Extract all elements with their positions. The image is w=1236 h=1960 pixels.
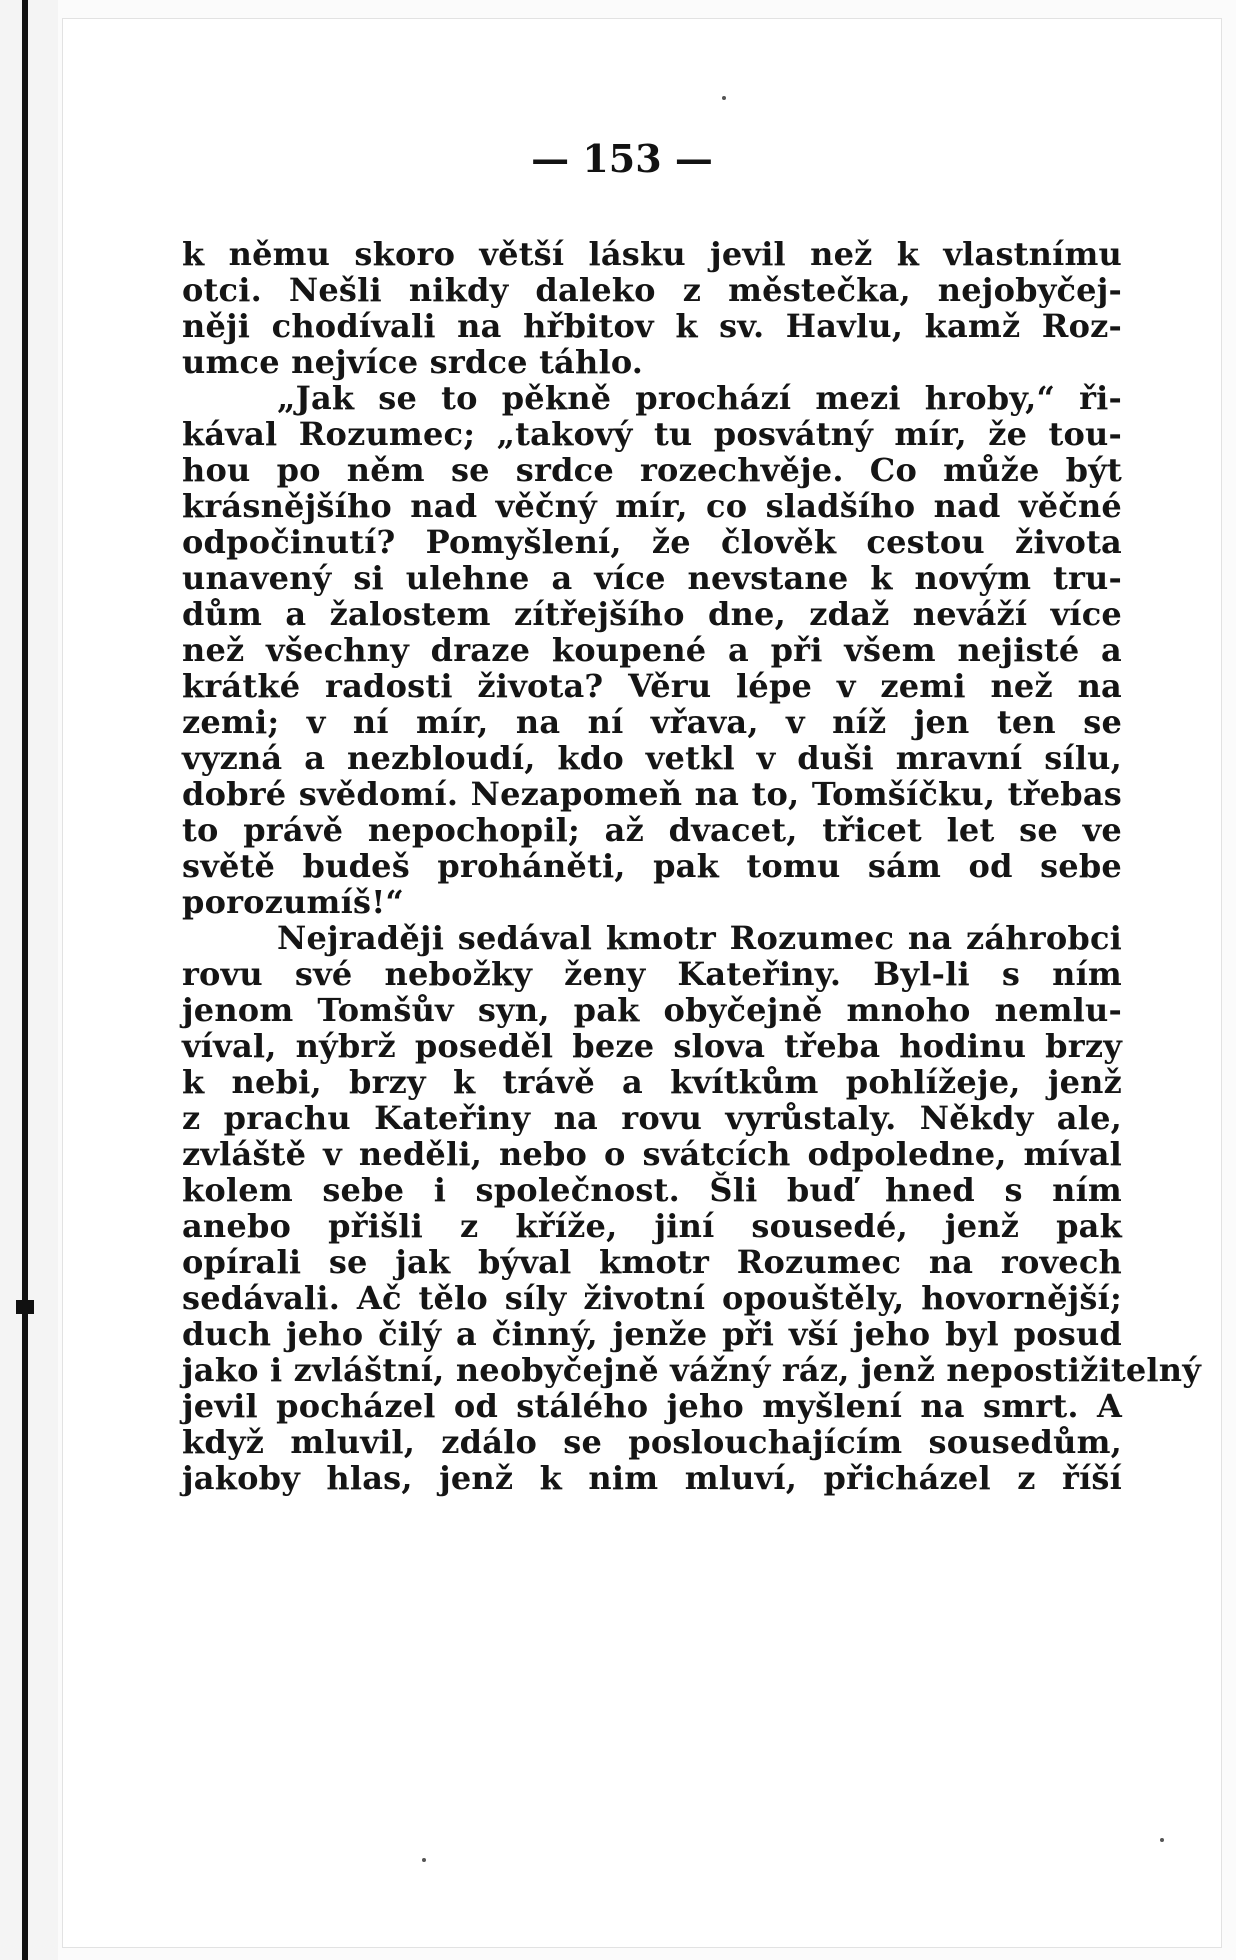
text-line: to právě nepochopil; až dvacet, třicet let se ve xyxy=(182,811,1122,849)
text-line: dobré svědomí. Nezapomeň na to, Tomšíčku, třebas xyxy=(182,775,1122,813)
text-line: unavený si ulehne a více nevstane k novým tru- xyxy=(182,559,1122,597)
text-line: rovu své nebožky ženy Kateřiny. Byl-li s ním xyxy=(182,955,1122,993)
text-line: kával Rozumec; „takový tu posvátný mír, že tou- xyxy=(182,415,1122,453)
page-body-text xyxy=(182,235,1201,1497)
text-line: něji chodívali na hřbitov k sv. Havlu, kamž Roz- xyxy=(182,307,1122,345)
text-line: anebo přišli z kříže, jiní sousedé, jenž pak xyxy=(182,1207,1122,1245)
text-line: sedávali. Ač tělo síly životní opouštěly, hovornější; xyxy=(182,1279,1122,1317)
text-line: k němu skoro větší lásku jevil než k vlastnímu xyxy=(182,235,1122,273)
text-line: opírali se jak býval kmotr Rozumec na rovech xyxy=(182,1243,1122,1281)
binding-mark xyxy=(16,1300,34,1314)
text-line: odpočinutí? Pomyšlení, že člověk cestou života xyxy=(182,523,1122,561)
text-line: zemi; v ní mír, na ní vřava, v níž jen ten se xyxy=(182,703,1122,741)
text-line: jako i zvláštní, neobyčejně vážný ráz, jenž nepostižitelný xyxy=(182,1351,1201,1389)
text-line: z prachu Kateřiny na rovu vyrůstaly. Někdy ale, xyxy=(182,1099,1122,1137)
binding-rule xyxy=(22,0,28,1960)
text-line: jevil pocházel od stálého jeho myšlení na smrt. A xyxy=(182,1387,1122,1425)
text-line: vyzná a nezbloudí, kdo vetkl v duši mravní sílu, xyxy=(182,739,1122,777)
text-line: zvláště v neděli, nebo o svátcích odpoledne, míval xyxy=(182,1135,1122,1173)
text-line: krátké radosti života? Věru lépe v zemi než na xyxy=(182,667,1122,705)
text-line: když mluvil, zdálo se poslouchajícím sousedům, xyxy=(182,1423,1122,1461)
binding-edge xyxy=(0,0,58,1960)
scan-speck xyxy=(722,96,726,100)
text-line: krásnějšího nad věčný mír, co sladšího nad věčné xyxy=(182,487,1122,525)
text-line: duch jeho čilý a činný, jenže při vší jeho byl posud xyxy=(182,1315,1122,1353)
scan-speck xyxy=(1160,1838,1164,1842)
scan-speck xyxy=(422,1858,426,1862)
text-line: hou po něm se srdce rozechvěje. Co může být xyxy=(182,451,1122,489)
text-line: jenom Tomšův syn, pak obyčejně mnoho nemlu- xyxy=(182,991,1122,1029)
text-line: Nejraději sedával kmotr Rozumec na záhrobci xyxy=(277,919,1122,957)
text-line: víval, nýbrž poseděl beze slova třeba hodinu brzy xyxy=(182,1027,1122,1065)
text-line: porozumíš!“ xyxy=(182,883,405,921)
text-line: „Jak se to pěkně prochází mezi hroby,“ ři- xyxy=(277,379,1122,417)
text-line: jakoby hlas, jenž k nim mluví, přicházel z říší xyxy=(182,1459,1122,1497)
book-page xyxy=(62,18,1222,1948)
text-line: k nebi, brzy k trávě a kvítkům pohlížeje, jenž xyxy=(182,1063,1122,1101)
text-line: kolem sebe i společnost. Šli buď hned s ním xyxy=(182,1171,1122,1209)
text-line: než všechny draze koupené a při všem nejisté a xyxy=(182,631,1122,669)
text-line: dům a žalostem zítřejšího dne, zdaž neváží více xyxy=(182,595,1122,633)
text-line: světě budeš proháněti, pak tomu sám od sebe xyxy=(182,847,1122,885)
text-line: otci. Nešli nikdy daleko z městečka, nejobyčej- xyxy=(182,271,1122,309)
page-number: — 153 — xyxy=(531,136,713,181)
text-line: umce nejvíce srdce táhlo. xyxy=(182,343,644,381)
